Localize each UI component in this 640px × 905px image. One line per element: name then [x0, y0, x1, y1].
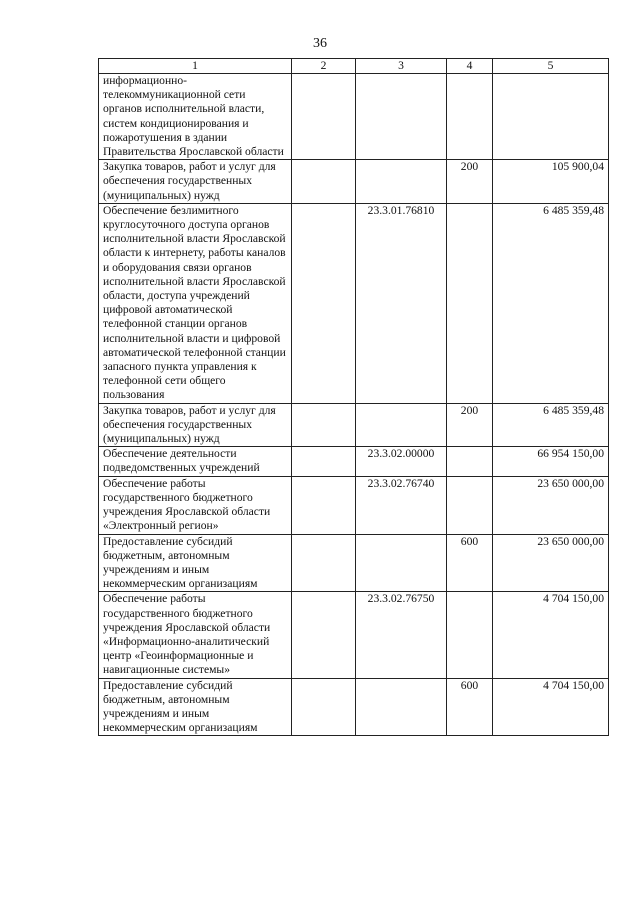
row-name: Обеспечение работы государственного бюджетного учреждения Ярославской области «Электронный регион»: [99, 476, 292, 534]
table-row: [99, 160, 609, 204]
row-code: 23.3.02.76750: [356, 592, 447, 678]
row-col2: [292, 534, 356, 592]
row-code: [356, 534, 447, 592]
row-amount: [493, 74, 609, 160]
row-code: 23.3.02.76740: [356, 476, 447, 534]
table-row: [99, 447, 609, 476]
header-col-1: 1: [99, 59, 292, 74]
row-name: Закупка товаров, работ и услуг для обеспечения государственных (муниципальных) нужд: [99, 160, 292, 204]
row-code: [356, 160, 447, 204]
page-number: 36: [313, 36, 327, 51]
row-amount: 6 485 359,48: [493, 403, 609, 447]
row-col2: [292, 592, 356, 678]
row-amount: 23 650 000,00: [493, 476, 609, 534]
table-row: [99, 476, 609, 534]
row-name: Закупка товаров, работ и услуг для обеспечения государственных (муниципальных) нужд: [99, 403, 292, 447]
row-amount: 23 650 000,00: [493, 534, 609, 592]
row-col2: [292, 160, 356, 204]
header-col-5: 5: [493, 59, 609, 74]
row-amount: 6 485 359,48: [493, 203, 609, 403]
row-code: [356, 403, 447, 447]
row-type: [447, 74, 493, 160]
row-type: [447, 203, 493, 403]
row-amount: 4 704 150,00: [493, 592, 609, 678]
row-type: 200: [447, 403, 493, 447]
row-col2: [292, 447, 356, 476]
table-header-row: [99, 59, 609, 74]
row-code: [356, 678, 447, 736]
row-code: [356, 74, 447, 160]
row-amount: 105 900,04: [493, 160, 609, 204]
header-col-2: 2: [292, 59, 356, 74]
row-type: 600: [447, 534, 493, 592]
table-row: [99, 592, 609, 678]
row-name: Обеспечение работы государственного бюджетного учреждения Ярославской области «Информационно-аналитический центр «Геоинформационные и навигационные системы»: [99, 592, 292, 678]
row-amount: 4 704 150,00: [493, 678, 609, 736]
row-name: Предоставление субсидий бюджетным, автономным учреждениям и иным некоммерческим организациям: [99, 678, 292, 736]
row-col2: [292, 74, 356, 160]
row-type: [447, 592, 493, 678]
row-code: 23.3.01.76810: [356, 203, 447, 403]
row-col2: [292, 678, 356, 736]
row-type: [447, 476, 493, 534]
table-row: [99, 74, 609, 160]
row-amount: 66 954 150,00: [493, 447, 609, 476]
table-row: [99, 203, 609, 403]
row-type: [447, 447, 493, 476]
table-row: [99, 403, 609, 447]
row-name: Обеспечение безлимитного круглосуточного доступа органов исполнительной власти Ярославской области к интернету, работы каналов и оборудования связи органов исполнительной власти Ярославской области, доступа учреждений цифровой автоматической телефонной станции органов исполнительной власти и цифровой автоматической телефонной станции запасного пункта управления к телефонной сети общего пользования: [99, 203, 292, 403]
row-col2: [292, 203, 356, 403]
header-col-3: 3: [356, 59, 447, 74]
row-col2: [292, 403, 356, 447]
row-col2: [292, 476, 356, 534]
row-type: 200: [447, 160, 493, 204]
budget-table: [98, 58, 609, 736]
table-row: [99, 678, 609, 736]
header-col-4: 4: [447, 59, 493, 74]
row-type: 600: [447, 678, 493, 736]
row-code: 23.3.02.00000: [356, 447, 447, 476]
row-name: Предоставление субсидий бюджетным, автономным учреждениям и иным некоммерческим организациям: [99, 534, 292, 592]
table-row: [99, 534, 609, 592]
row-name: информационно-телекоммуникационной сети органов исполнительной власти, систем кондиционирования и пожаротушения в здании Правительства Ярославской области: [99, 74, 292, 160]
row-name: Обеспечение деятельности подведомственных учреждений: [99, 447, 292, 476]
